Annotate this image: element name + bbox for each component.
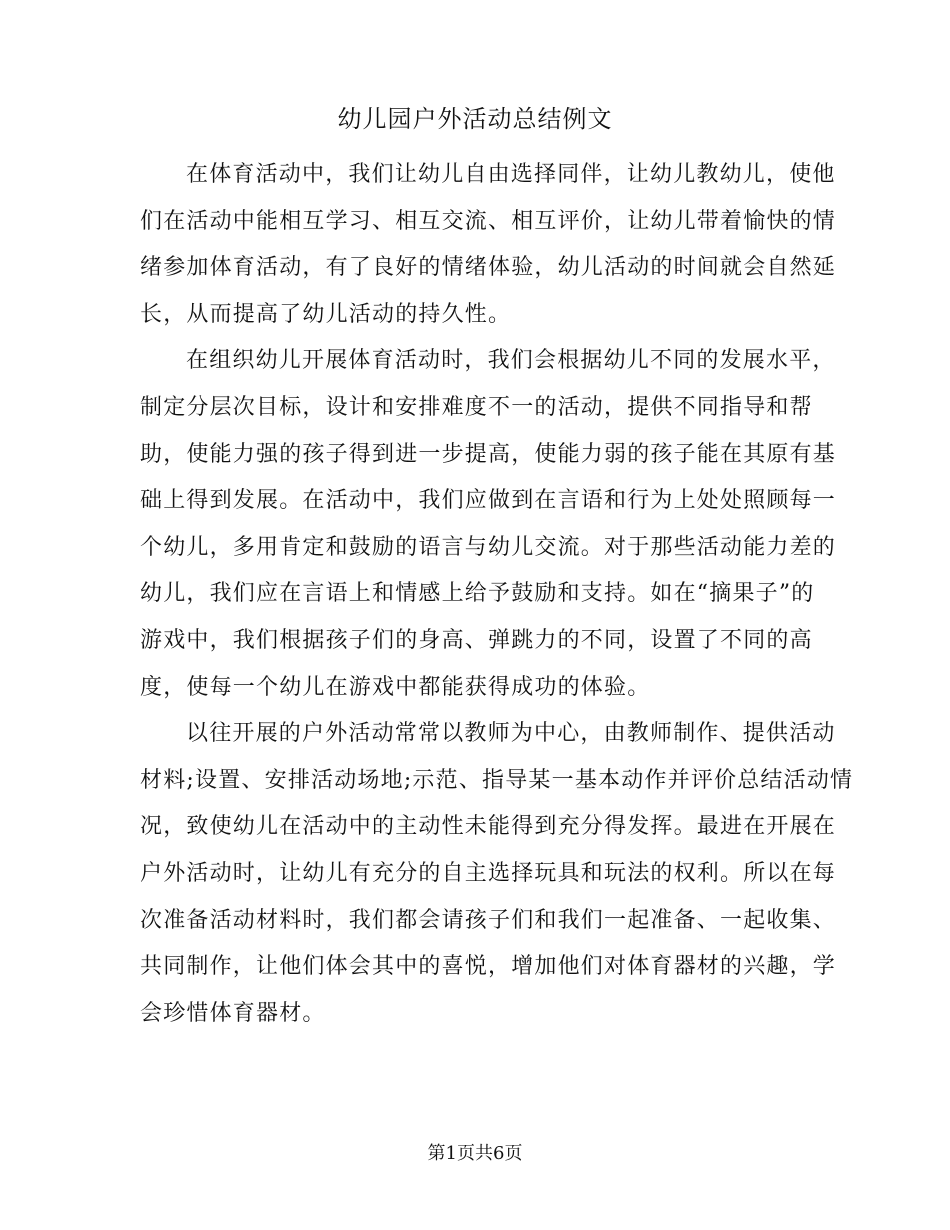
paragraph-line: 在体育活动中，我们让幼儿自由选择同伴，让幼儿教幼儿，使他 [186, 162, 836, 187]
paragraph-line: 游戏中，我们根据孩子们的身高、弹跳力的不同，设置了不同的高 [140, 627, 813, 653]
paragraph-1 [140, 152, 837, 338]
paragraph-line: 个幼儿，多用肯定和鼓励的语言与幼儿交流。对于那些活动能力差的 [140, 534, 837, 560]
paragraph-line: 以往开展的户外活动常常以教师为中心，由教师制作、提供活动 [186, 721, 836, 747]
paragraph-line: 绪参加体育活动，有了良好的情绪体验，幼儿活动的时间就会自然延 [140, 255, 837, 281]
paragraph-line: 在组织幼儿开展体育活动时，我们会根据幼儿不同的发展水平， [186, 348, 836, 374]
paragraph-line: 次准备活动材料时，我们都会请孩子们和我们一起准备、一起收集、 [140, 907, 837, 933]
paragraph-line: 幼儿，我们应在言语上和情感上给予鼓励和支持。如在“摘果子”的 [140, 581, 815, 607]
paragraph-line: 共同制作，让他们体会其中的喜悦，增加他们对体育器材的兴趣，学 [140, 954, 837, 980]
paragraph-line: 助，使能力强的孩子得到进一步提高，使能力弱的孩子能在其原有基 [140, 441, 837, 467]
paragraph-line: 户外活动时，让幼儿有充分的自主选择玩具和玩法的权利。所以在每 [140, 860, 837, 886]
paragraph-line: 础上得到发展。在活动中，我们应做到在言语和行为上处处照顾每一 [140, 488, 837, 514]
paragraph-line: 度，使每一个幼儿在游戏中都能获得成功的体验。 [140, 674, 651, 700]
paragraph-3 [140, 711, 854, 1037]
document-body [140, 152, 854, 1037]
paragraph-line: 们在活动中能相互学习、相互交流、相互评价，让幼儿带着愉快的情 [140, 208, 837, 234]
paragraph-line: 制定分层次目标，设计和安排难度不一的活动，提供不同指导和帮 [140, 394, 813, 420]
page-number-footer: 第1页共6页 [427, 1143, 523, 1164]
paragraph-line: 况，致使幼儿在活动中的主动性未能得到充分得发挥。最进在开展在 [140, 814, 837, 840]
paragraph-line: 长，从而提高了幼儿活动的持久性。 [140, 301, 512, 327]
document-title: 幼儿园户外活动总结例文 [337, 105, 613, 133]
paragraph-line: 材料;设置、安排活动场地;示范、指导某一基本动作并评价总结活动情 [140, 767, 854, 793]
paragraph-2 [140, 338, 837, 711]
paragraph-line: 会珍惜体育器材。 [140, 1000, 326, 1026]
